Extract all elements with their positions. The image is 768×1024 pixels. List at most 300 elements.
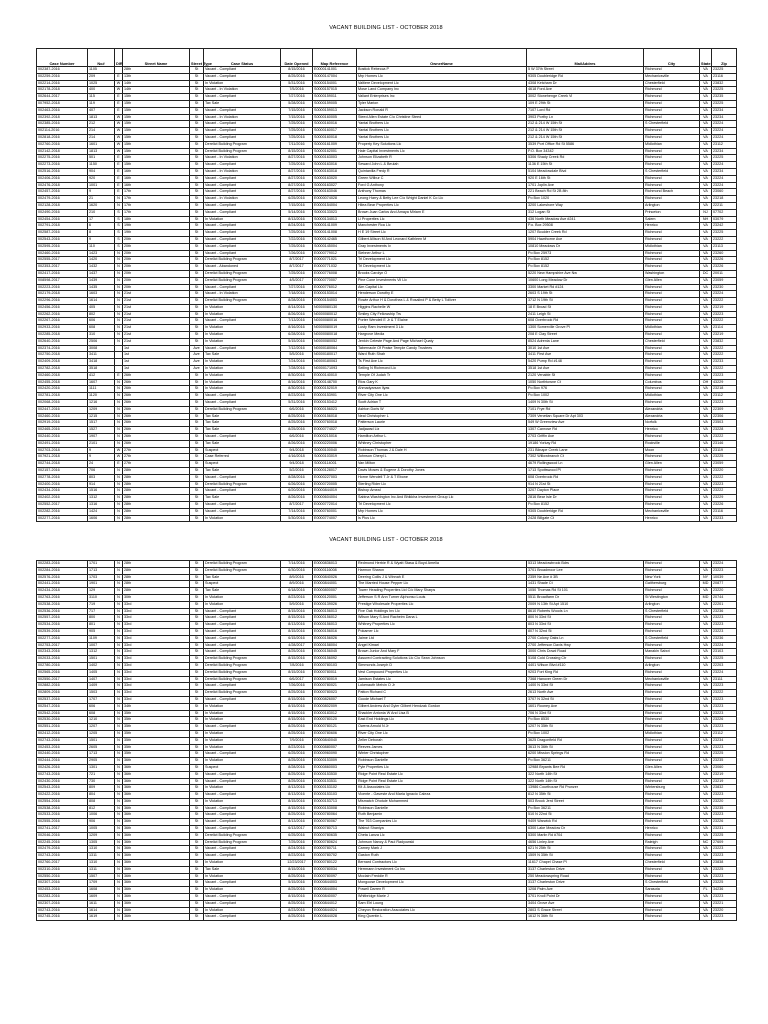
cell-street-type: St — [190, 182, 204, 189]
cell-street-type: St — [190, 683, 204, 690]
cell-date-opened: 6/20/2016 — [281, 488, 313, 495]
cell-street-type: St — [190, 669, 204, 676]
cell-street-type: St — [190, 223, 204, 230]
cell-case-number: 002743-2016 — [37, 907, 88, 914]
cell-street-name: 33rd — [123, 696, 190, 703]
cell-mail-address: 3712 N 19th St — [527, 298, 644, 305]
cell-case-number: 002441-2016 — [37, 581, 88, 588]
table-row — [37, 168, 737, 175]
cell-street-type: St — [190, 107, 204, 114]
cell-mail-address: 3000 Chris Dowd Road — [527, 649, 644, 656]
cell-state: VA — [700, 121, 712, 128]
table-row — [37, 406, 737, 413]
cell-mail-address: 5904 Hawthorne Ave — [527, 236, 644, 243]
cell-street-name: 35th — [123, 751, 190, 758]
cell-owner-name: Johnson Elizabeth R — [357, 155, 527, 162]
cell-street-name: 36th — [123, 826, 190, 833]
cell-owner-name: Brown Juan Carlos And Amaya Miriam E — [357, 209, 527, 216]
table-row — [37, 291, 737, 298]
cell-street-name: 34th — [123, 703, 190, 710]
cell-dir: N — [115, 202, 123, 209]
cell-date-opened: 8/13/2016 — [281, 792, 313, 799]
table-row — [37, 216, 737, 223]
table-row — [37, 461, 737, 468]
cell-case-status: Vacant - Compliant — [204, 250, 281, 257]
cell-owner-name: Kit & Associates Llc — [357, 785, 527, 792]
table-row — [37, 114, 737, 121]
cell-case-status: Tax Sale — [204, 866, 281, 873]
cell-case-number: 002533-2016 — [37, 812, 88, 819]
cell-case-number: 002430-2016 — [37, 778, 88, 785]
cell-dir: W — [115, 80, 123, 87]
cell-map-reference: E0000153103 — [313, 792, 357, 799]
cell-city: Richmond — [644, 332, 700, 339]
cell-zip: 23233 — [712, 359, 737, 366]
cell-map-reference: E0000780067 — [313, 819, 357, 826]
cell-owner-name: Robinson Thomas J & Dale H — [357, 447, 527, 454]
cell-street-name: 28th — [123, 474, 190, 481]
cell-zip: 23116 — [712, 508, 737, 515]
cell-case-status: Vacant - Compliant — [204, 128, 281, 135]
cell-state: VA — [700, 155, 712, 162]
cell-case-number: 002417-2016 — [37, 270, 88, 277]
cell-city: Richmond — [644, 298, 700, 305]
cell-mail-address: 549 W Greenview Ave — [527, 420, 644, 427]
cell-case-status: Vacant - Compliant — [204, 812, 281, 819]
cell-zip: 22203 — [712, 662, 737, 669]
cell-city: Richmond — [644, 481, 700, 488]
cell-date-opened: 8/13/2016 — [281, 216, 313, 223]
cell-map-reference: E0000774027 — [313, 427, 357, 434]
cell-street-type: St — [190, 372, 204, 379]
cell-state: VA — [700, 264, 712, 271]
table-row — [37, 601, 737, 608]
table-row — [37, 508, 737, 515]
cell-state: VA — [700, 243, 712, 250]
cell-state: VA — [700, 703, 712, 710]
cell-number: 1005 — [88, 826, 115, 833]
cell-street-name: 16th — [123, 182, 190, 189]
cell-state: VA — [700, 508, 712, 515]
cell-street-type: St — [190, 561, 204, 568]
cell-street-type: St — [190, 406, 204, 413]
cell-date-opened: 5/15/2016 — [281, 880, 313, 887]
cell-zip: 23223 — [712, 622, 737, 629]
cell-state: NY — [700, 574, 712, 581]
cell-date-opened: 8/28/2016 — [281, 474, 313, 481]
cell-dir: N — [115, 581, 123, 588]
table-row — [37, 832, 737, 839]
cell-number: 1713 — [88, 751, 115, 758]
cell-street-name: 36th — [123, 778, 190, 785]
cell-street-name: 35th — [123, 724, 190, 731]
cell-street-name: 36th — [123, 758, 190, 765]
cell-street-type: St — [190, 114, 204, 121]
cell-number: 1311 — [88, 853, 115, 860]
cell-zip: 23059 — [712, 461, 737, 468]
cell-mail-address: 4401 Wilson Blvd #110 — [527, 662, 644, 669]
cell-street-name: 15th — [123, 121, 190, 128]
cell-city: Richmond — [644, 669, 700, 676]
cell-case-number: 002068-2016 — [37, 400, 88, 407]
cell-dir: N — [115, 338, 123, 345]
cell-mail-address: 608 Overbrook Rd — [527, 318, 644, 325]
cell-map-reference: E0000844012 — [313, 900, 357, 907]
cell-date-opened: 8/23/2016 — [281, 594, 313, 601]
cell-dir: N — [115, 662, 123, 669]
cell-city: Norfolk — [644, 420, 700, 427]
cell-street-type: St — [190, 812, 204, 819]
cell-dir: N — [115, 608, 123, 615]
cell-number: 1701 — [88, 561, 115, 568]
cell-map-reference: E0000960090 — [313, 751, 357, 758]
cell-map-reference: E0000153008 — [313, 805, 357, 812]
cell-date-opened: 6/15/2016 — [281, 635, 313, 642]
cell-mail-address: 322 North 14th St — [527, 771, 644, 778]
cell-map-reference: S0000161009 — [313, 141, 357, 148]
cell-case-number: 002179-2018 — [37, 291, 88, 298]
cell-owner-name: Mongoose Development Llc — [357, 880, 527, 887]
cell-street-name: 26th — [123, 406, 190, 413]
cell-owner-name: Carney Mark J — [357, 846, 527, 853]
cell-date-opened: 6/25/2016 — [281, 196, 313, 203]
cell-street-type: St — [190, 792, 204, 799]
cell-case-status: Derelict Building Program — [204, 656, 281, 663]
cell-state: VA — [700, 366, 712, 373]
cell-map-reference: E0000153014 — [313, 291, 357, 298]
cell-number: 1312 — [88, 495, 115, 502]
cell-city: Salem — [644, 216, 700, 223]
table-row — [37, 785, 737, 792]
cell-case-number: 002882-2016 — [37, 683, 88, 690]
cell-street-type: St — [190, 393, 204, 400]
cell-case-status: Vacant - Compliant — [204, 393, 281, 400]
cell-mail-address: 10810 Meadows Dr — [527, 243, 644, 250]
cell-city: Richmond — [644, 615, 700, 622]
cell-case-status: Vacant - Compliant — [204, 230, 281, 237]
cell-number: 1310 — [88, 860, 115, 867]
cell-owner-name: Ashton Doris W — [357, 406, 527, 413]
table-row — [37, 359, 737, 366]
cell-city: Richmond — [644, 196, 700, 203]
cell-mail-address: 7368 Hanover Green Dr — [527, 676, 644, 683]
cell-number: 1601 — [88, 141, 115, 148]
cell-state: VA — [700, 649, 712, 656]
table-row — [37, 162, 737, 169]
cell-zip: 23226 — [712, 819, 737, 826]
cell-owner-name: Jadjawad Liz — [357, 427, 527, 434]
table-row — [37, 635, 737, 642]
cell-date-opened: 7/14/2016 — [281, 561, 313, 568]
cell-city: Richmond — [644, 495, 700, 502]
cell-dir: S — [115, 230, 123, 237]
cell-city: Richmond — [644, 798, 700, 805]
cell-owner-name: Pyle Properties Llc — [357, 764, 527, 771]
cell-dir: W — [115, 114, 123, 121]
cell-city: Richmond — [644, 900, 700, 907]
cell-dir: N — [115, 812, 123, 819]
cell-zip: 23224 — [712, 162, 737, 169]
cell-street-type: St — [190, 318, 204, 325]
cell-mail-address: Po Box 25973 — [527, 250, 644, 257]
cell-state: NC — [700, 839, 712, 846]
cell-state: VA — [700, 481, 712, 488]
cell-owner-name: Steed Allen Estate C/o Christine Steed — [357, 114, 527, 121]
table-row — [37, 819, 737, 826]
cell-number: 3518 — [88, 366, 115, 373]
cell-dir: N — [115, 250, 123, 257]
cell-number: 1707 — [88, 696, 115, 703]
cell-owner-name: Bishop Ameal — [357, 488, 527, 495]
cell-number: 209 — [88, 73, 115, 80]
cell-map-reference: E0000844001 — [313, 581, 357, 588]
cell-owner-name: Anthony Thomas — [357, 189, 527, 196]
cell-number: 1150 — [88, 162, 115, 169]
cell-case-number: 002760-2016 — [37, 141, 88, 148]
cell-case-number: 002576-2016 — [37, 574, 88, 581]
cell-state: VA — [700, 434, 712, 441]
cell-number: 21 — [88, 196, 115, 203]
cell-case-number: 002440-2016 — [37, 434, 88, 441]
cell-case-status: In Violation — [204, 907, 281, 914]
cell-city: Henrico — [644, 515, 700, 522]
cell-number: 803 — [88, 474, 115, 481]
cell-case-status: Vacant - Compliant — [204, 162, 281, 169]
cell-state: MD — [700, 581, 712, 588]
cell-number: 1901 — [88, 581, 115, 588]
cell-case-status: Vacant - Compliant — [204, 696, 281, 703]
cell-state: VA — [700, 202, 712, 209]
cell-street-type: St — [190, 447, 204, 454]
cell-city: Mechanicsville — [644, 73, 700, 80]
cell-case-status: Tax Sale — [204, 588, 281, 595]
cell-date-opened: 6/13/2017 — [281, 826, 313, 833]
cell-mail-address: 1431 Shade Ct — [527, 581, 644, 588]
cell-case-status: Tax Sale — [204, 420, 281, 427]
table-row — [37, 372, 737, 379]
cell-street-name: 36th — [123, 764, 190, 771]
header-city: City — [644, 49, 700, 67]
cell-map-reference: S0000159011 — [313, 94, 357, 101]
cell-zip: 23260 — [712, 250, 737, 257]
cell-date-opened: 7/11/2016 — [281, 141, 313, 148]
cell-street-type: St — [190, 907, 204, 914]
cell-dir: N — [115, 649, 123, 656]
cell-owner-name: Cheta Lanza Llc — [357, 832, 527, 839]
cell-city: Wintersburg — [644, 785, 700, 792]
cell-zip: 23225 — [712, 155, 737, 162]
cell-street-type: St — [190, 474, 204, 481]
cell-dir: N — [115, 880, 123, 887]
cell-case-status: Vacant - Compliant — [204, 236, 281, 243]
cell-state: VA — [700, 128, 712, 135]
cell-case-number: 002781-2018 — [37, 393, 88, 400]
cell-owner-name: Siebner Arthur L — [357, 250, 527, 257]
table-row — [37, 812, 737, 819]
cell-owner-name: Powell Darren R — [357, 887, 527, 894]
cell-zip: 23223 — [712, 683, 737, 690]
cell-case-status: Tax Sale — [204, 440, 281, 447]
cell-date-opened: 8/25/2016 — [281, 873, 313, 880]
cell-dir: E — [115, 107, 123, 114]
cell-city: Richmond — [644, 758, 700, 765]
cell-owner-name: Valiant Enterprises Inc — [357, 94, 527, 101]
cell-case-number: 002543-2016 — [37, 236, 88, 243]
cell-zip: 23223 — [712, 724, 737, 731]
cell-state: VA — [700, 880, 712, 887]
cell-owner-name: Trl Development Llc — [357, 502, 527, 509]
cell-zip: 23112 — [712, 393, 737, 400]
cell-street-type: St — [190, 141, 204, 148]
table-row — [37, 434, 737, 441]
cell-street-name: 36th — [123, 785, 190, 792]
cell-owner-name: Sterling Rider Llc — [357, 481, 527, 488]
cell-case-number: 002267-2016 — [37, 318, 88, 325]
cell-state: FL — [700, 887, 712, 894]
cell-case-status: Vacant - Compliant — [204, 642, 281, 649]
cell-owner-name: Patterson Laurie — [357, 420, 527, 427]
cell-zip: 23224 — [712, 134, 737, 141]
cell-date-opened: 5/30/2016 — [281, 515, 313, 522]
cell-case-number: 002460-2018 — [37, 372, 88, 379]
table-row — [37, 447, 737, 454]
cell-case-status: Vacant - Compliant — [204, 284, 281, 291]
cell-number: 3418 — [88, 359, 115, 366]
cell-street-type: St — [190, 277, 204, 284]
cell-zip: 23224 — [712, 642, 737, 649]
cell-state: VA — [700, 298, 712, 305]
cell-owner-name: Yantai Brothers Llc — [357, 128, 527, 135]
cell-city: Alexandria — [644, 406, 700, 413]
cell-zip: 23222 — [712, 488, 737, 495]
cell-street-type: St — [190, 236, 204, 243]
cell-dir: S — [115, 223, 123, 230]
cell-number: 1423 — [88, 250, 115, 257]
cell-case-status: Derelict Building Program — [204, 561, 281, 568]
cell-city: Moon — [644, 447, 700, 454]
cell-case-status: Vacant - Compliant — [204, 474, 281, 481]
cell-case-number: 002818-2016 — [37, 134, 88, 141]
cell-date-opened: 8/23/2016 — [281, 393, 313, 400]
cell-case-status: Vacant - Compliant — [204, 622, 281, 629]
cell-owner-name: Brown Junior And Mary F — [357, 649, 527, 656]
cell-mail-address: 1400 N 33rd St — [527, 683, 644, 690]
cell-zip: 22309 — [712, 406, 737, 413]
cell-number: 906 — [88, 819, 115, 826]
cell-zip: 23224 — [712, 669, 737, 676]
cell-date-opened: 9/4/2018 — [281, 447, 313, 454]
cell-dir: N — [115, 846, 123, 853]
cell-case-number: 002284-2016 — [37, 567, 88, 574]
cell-case-status: Derelict Building Program — [204, 669, 281, 676]
cell-street-type: St — [190, 175, 204, 182]
cell-dir: N — [115, 257, 123, 264]
cell-state: VA — [700, 447, 712, 454]
cell-mail-address: 800 N 33rd St — [527, 615, 644, 622]
cell-case-status: Vacant - Compliant — [204, 209, 281, 216]
cell-owner-name: Brooks Carolyn O — [357, 270, 527, 277]
cell-date-opened: 8/7/2017 — [281, 502, 313, 509]
table-row — [37, 243, 737, 250]
cell-case-status: Vacant - Compliant — [204, 107, 281, 114]
cell-case-number: 002387-2016 — [37, 67, 88, 74]
cell-date-opened: 8/25/2016 — [281, 778, 313, 785]
cell-mail-address: 3539 Port Office Rd St 5586 — [527, 141, 644, 148]
cell-case-status: Vacant - Compliant — [204, 94, 281, 101]
cell-street-name: 33rd — [123, 649, 190, 656]
cell-street-type: St — [190, 894, 204, 901]
cell-state: VA — [700, 73, 712, 80]
cell-city: Richmond — [644, 873, 700, 880]
cell-dir: W — [115, 87, 123, 94]
cell-case-status: Vacant - Compliant — [204, 223, 281, 230]
cell-dir: S — [115, 216, 123, 223]
cell-street-type: St — [190, 488, 204, 495]
cell-case-status: Vacant - Compliant — [204, 400, 281, 407]
cell-case-number: 002750-2018 — [37, 352, 88, 359]
cell-map-reference: S0000134013 — [313, 216, 357, 223]
cell-number: 1001 — [88, 182, 115, 189]
cell-street-type: St — [190, 495, 204, 502]
cell-city: Richmond — [644, 474, 700, 481]
cell-owner-name: Smiley City Fellowship Trs — [357, 311, 527, 318]
cell-mail-address: 5511 Broadfarm Dr — [527, 594, 644, 601]
cell-case-number: 002640-2016 — [37, 338, 88, 345]
cell-number: 1120 — [88, 393, 115, 400]
cell-date-opened: 8/25/2016 — [281, 900, 313, 907]
cell-street-type: St — [190, 690, 204, 697]
cell-number: 110 — [88, 243, 115, 250]
cell-city: Richmond — [644, 907, 700, 914]
cell-dir: N — [115, 481, 123, 488]
cell-street-type: St — [190, 202, 204, 209]
cell-mail-address: 11617 Chapel Chase Pl — [527, 860, 644, 867]
cell-case-number: 002542-2016 — [37, 710, 88, 717]
cell-number: 606 — [88, 318, 115, 325]
cell-case-number: 002409-2018 — [37, 359, 88, 366]
cell-case-number: 002479-2016 — [37, 196, 88, 203]
cell-date-opened: 7/28/2016 — [281, 366, 313, 373]
cell-state: VA — [700, 832, 712, 839]
cell-street-name: 13th — [123, 73, 190, 80]
cell-street-name: 28th — [123, 508, 190, 515]
cell-owner-name: Li Properties Llc — [357, 216, 527, 223]
cell-street-name: 20th — [123, 264, 190, 271]
cell-case-status: Vacant - Compliant — [204, 846, 281, 853]
cell-mail-address: 6200 Mission Springs Rd — [527, 751, 644, 758]
cell-mail-address: 510 N 22nd St — [527, 812, 644, 819]
cell-case-status: Vacant - In Violation — [204, 291, 281, 298]
cell-street-name: 36th — [123, 860, 190, 867]
cell-state: VA — [700, 257, 712, 264]
cell-zip: 23223 — [712, 400, 737, 407]
cell-number: 1614 — [88, 907, 115, 914]
cell-dir: N — [115, 588, 123, 595]
cell-street-type: Ave — [190, 345, 204, 352]
cell-map-reference: E0000156092 — [313, 656, 357, 663]
cell-state: VA — [700, 148, 712, 155]
cell-state: VA — [700, 873, 712, 880]
cell-street-name: 28th — [123, 495, 190, 502]
cell-map-reference: E0000780064 — [313, 812, 357, 819]
cell-state: VA — [700, 352, 712, 359]
cell-zip: 23222 — [712, 474, 737, 481]
cell-street-type: St — [190, 819, 204, 826]
cell-street-name: 28th — [123, 588, 190, 595]
cell-case-status: Derelict Building Program — [204, 277, 281, 284]
cell-street-name: 17th — [123, 189, 190, 196]
cell-street-name: 26th — [123, 413, 190, 420]
